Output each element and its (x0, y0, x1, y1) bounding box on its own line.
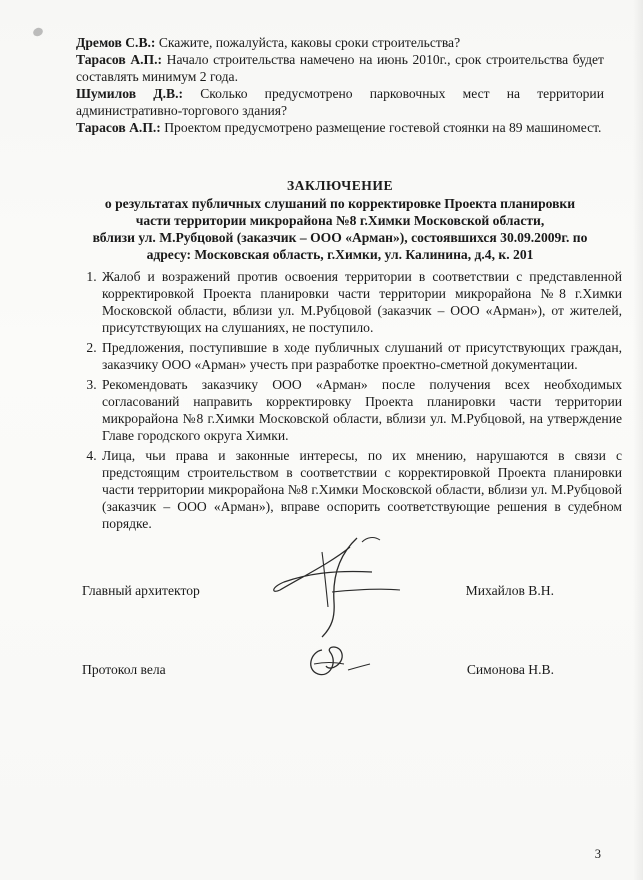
conclusion-item: 3. Рекомендовать заказчику ООО «Арман» после получения всех необходимых согласований направить корректировку Проекта планировки части территории микрорайона №8 г.Химки Московской области, вблизи ул. М.Рубцовой, на утверждение Главе городского округа Химки. (100, 376, 622, 444)
dialog-entry (76, 51, 604, 85)
conclusion-subtitle-line: адресу: Московская область, г.Химки, ул. Калинина, д.4, к. 201 (146, 247, 534, 262)
conclusion-items-list (82, 268, 622, 535)
speaker-name: Тарасов А.П.: (76, 52, 163, 67)
page-number: 3 (594, 847, 601, 861)
conclusion-title: ЗАКЛЮЧЕНИЕ (286, 178, 394, 193)
speaker-name: Дремов С.В.: (76, 35, 156, 50)
speaker-text: Скажите, пожалуйста, каковы сроки строительства? (155, 35, 461, 50)
conclusion-subtitle-line: вблизи ул. М.Рубцовой (заказчик – ООО «Арман»), состоявшихся 30.09.2009г. по (92, 230, 588, 245)
conclusion-subtitle-line: о результатах публичных слушаний по корректировке Проекта планировки (104, 196, 576, 211)
dialog-entry (76, 34, 604, 51)
dialog-transcript (76, 34, 604, 136)
architect-name: Михайлов В.Н. (465, 583, 554, 598)
scan-smudge (32, 26, 44, 37)
speaker-name: Шумилов Д.В.: (76, 86, 183, 101)
conclusion-item: 2. Предложения, поступившие в ходе публичных слушаний от присутствующих граждан, заказчику ООО «Арман» учесть при разработке проектно-сметной документации. (100, 339, 622, 373)
protocol-signature-image (300, 640, 380, 685)
architect-signature-image (262, 532, 422, 642)
speaker-text: Сколько предусмотрено парковочных мест на территории административно-торгового здания? (76, 86, 604, 118)
dialog-entry (76, 119, 604, 136)
conclusion-item: 4. Лица, чьи права и законные интересы, по их мнению, нарушаются в связи с предстоящим строительством в соответствии с корректировкой Проекта планировки части территории микрорайона №8 г.Химки Московской области, вблизи ул. М.Рубцовой (заказчик – ООО «Арман»), вправе оспорить соответствующие решения в судебном порядке. (100, 447, 622, 532)
scan-shadow (633, 0, 643, 880)
protocol-name: Симонова Н.В. (466, 662, 554, 677)
speaker-text: Начало строительства намечено на июнь 2010г., срок строительства будет составлять минимум 2 года. (76, 52, 604, 84)
conclusion-heading (76, 177, 604, 263)
dialog-entry (76, 85, 604, 119)
speaker-name: Тарасов А.П.: (76, 120, 161, 135)
conclusion-subtitle-line: части территории микрорайона №8 г.Химки Московской области, (135, 213, 545, 228)
architect-role: Главный архитектор (82, 583, 200, 598)
conclusion-item: 1. Жалоб и возражений против освоения территории в соответствии с представленной корректировкой Проекта планировки части территории микрорайона №8 г.Химки Московской области, вблизи ул. М.Рубцовой (заказчик – ООО «Арман»), от жителей, присутствующих на слушаниях, не поступило. (100, 268, 622, 336)
speaker-text: Проектом предусмотрено размещение гостевой стоянки на 89 машиномест. (160, 120, 602, 135)
protocol-role: Протокол вела (82, 662, 166, 677)
